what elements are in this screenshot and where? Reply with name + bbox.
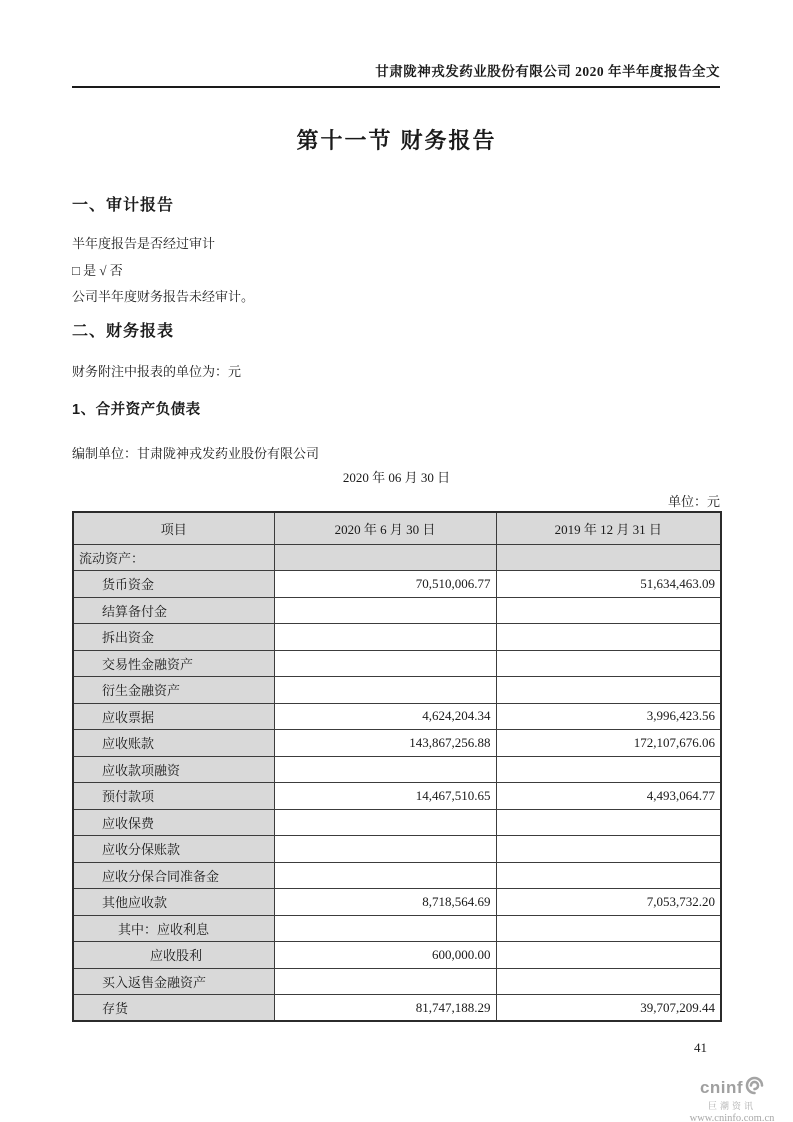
value-2019-cell: 3,996,423.56 [496, 703, 721, 730]
balance-sheet-subheading: 1、合并资产负债表 [72, 402, 201, 418]
value-2020-cell [274, 650, 496, 677]
column-header-item: 项目 [73, 512, 274, 544]
cninfo-swirl-icon [745, 1076, 764, 1100]
value-2019-cell [496, 650, 721, 677]
value-2019-cell: 7,053,732.20 [496, 889, 721, 916]
table-row [73, 597, 721, 624]
column-header-2020: 2020 年 6 月 30 日 [274, 512, 496, 544]
row-label-cell: 货币资金 [73, 571, 274, 598]
row-label-cell: 交易性金融资产 [73, 650, 274, 677]
value-2020-cell [274, 597, 496, 624]
row-label-cell: 应收分保账款 [73, 836, 274, 863]
table-row [73, 756, 721, 783]
row-label-cell: 存货 [73, 995, 274, 1022]
column-header-2019: 2019 年 12 月 31 日 [496, 512, 721, 544]
table-row [73, 862, 721, 889]
value-2020-cell: 70,510,006.77 [274, 571, 496, 598]
header-divider [72, 86, 720, 88]
value-2019-cell [496, 942, 721, 969]
table-row [73, 677, 721, 704]
row-label-cell: 应收分保合同准备金 [73, 862, 274, 889]
value-2020-cell [274, 756, 496, 783]
value-2020-cell [274, 862, 496, 889]
table-row [73, 571, 721, 598]
value-2020-cell: 600,000.00 [274, 942, 496, 969]
row-label-cell: 应收保费 [73, 809, 274, 836]
audit-options: □ 是 √ 否 [72, 263, 123, 278]
table-row [73, 889, 721, 916]
statement-date: 2020 年 06 月 30 日 [342, 470, 451, 485]
value-2019-cell [496, 756, 721, 783]
value-2019-cell [496, 597, 721, 624]
row-label-cell: 拆出资金 [73, 624, 274, 651]
unit-note: 财务附注中报表的单位为：元 [72, 364, 242, 379]
cninfo-watermark [677, 1076, 787, 1122]
value-2020-cell [274, 809, 496, 836]
table-row [73, 809, 721, 836]
table-row [73, 783, 721, 810]
value-2019-cell [496, 809, 721, 836]
value-2019-cell: 39,707,209.44 [496, 995, 721, 1022]
value-2020-cell: 143,867,256.88 [274, 730, 496, 757]
value-2020-cell [274, 968, 496, 995]
value-2019-cell [496, 677, 721, 704]
row-label-cell: 预付款项 [73, 783, 274, 810]
row-label-cell: 应收账款 [73, 730, 274, 757]
value-2019-cell [496, 836, 721, 863]
row-label-cell: 流动资产： [73, 544, 274, 571]
balance-sheet-body [73, 544, 721, 1021]
value-2020-cell [274, 624, 496, 651]
table-row [73, 915, 721, 942]
value-2020-cell: 8,718,564.69 [274, 889, 496, 916]
value-2019-cell [496, 915, 721, 942]
page-title: 第十一节 财务报告 [296, 128, 497, 153]
page-number: 41 [694, 1040, 707, 1055]
row-label-cell: 买入返售金融资产 [73, 968, 274, 995]
statements-section-heading: 二、财务报表 [72, 323, 175, 340]
table-header-row [73, 512, 721, 544]
row-label-cell: 应收股利 [73, 942, 274, 969]
value-2020-cell: 14,467,510.65 [274, 783, 496, 810]
value-2020-cell [274, 677, 496, 704]
value-2019-cell [496, 968, 721, 995]
value-2020-cell [274, 836, 496, 863]
unit-label: 单位：元 [667, 494, 720, 509]
row-label-cell: 衍生金融资产 [73, 677, 274, 704]
prepared-by-line: 编制单位：甘肃陇神戎发药业股份有限公司 [72, 446, 320, 461]
audit-statement: 公司半年度财务报告未经审计。 [72, 289, 255, 304]
document-header: 甘肃陇神戎发药业股份有限公司 2020 年半年度报告全文 [375, 64, 720, 79]
audit-section-heading: 一、审计报告 [72, 197, 175, 214]
row-label-cell: 结算备付金 [73, 597, 274, 624]
value-2019-cell [496, 544, 721, 571]
row-label-cell: 应收款项融资 [73, 756, 274, 783]
value-2019-cell: 172,107,676.06 [496, 730, 721, 757]
value-2019-cell: 51,634,463.09 [496, 571, 721, 598]
value-2020-cell [274, 544, 496, 571]
cninfo-cn-name: 巨潮资讯 [707, 1101, 756, 1111]
table-row [73, 650, 721, 677]
value-2019-cell [496, 624, 721, 651]
table-row [73, 942, 721, 969]
table-row [73, 968, 721, 995]
table-row [73, 544, 721, 571]
table-row [73, 703, 721, 730]
cninfo-url: www.cninfo.com.cn [689, 1113, 775, 1122]
value-2019-cell [496, 862, 721, 889]
balance-sheet-table [72, 511, 722, 1022]
row-label-cell: 应收票据 [73, 703, 274, 730]
row-label-cell: 其中：应收利息 [73, 915, 274, 942]
table-row [73, 624, 721, 651]
table-row [73, 730, 721, 757]
value-2020-cell [274, 915, 496, 942]
value-2019-cell: 4,493,064.77 [496, 783, 721, 810]
table-row [73, 995, 721, 1022]
cninfo-brand-text: cninf [699, 1078, 744, 1097]
audit-question: 半年度报告是否经过审计 [72, 236, 216, 251]
value-2020-cell: 4,624,204.34 [274, 703, 496, 730]
table-row [73, 836, 721, 863]
value-2020-cell: 81,747,188.29 [274, 995, 496, 1022]
row-label-cell: 其他应收款 [73, 889, 274, 916]
